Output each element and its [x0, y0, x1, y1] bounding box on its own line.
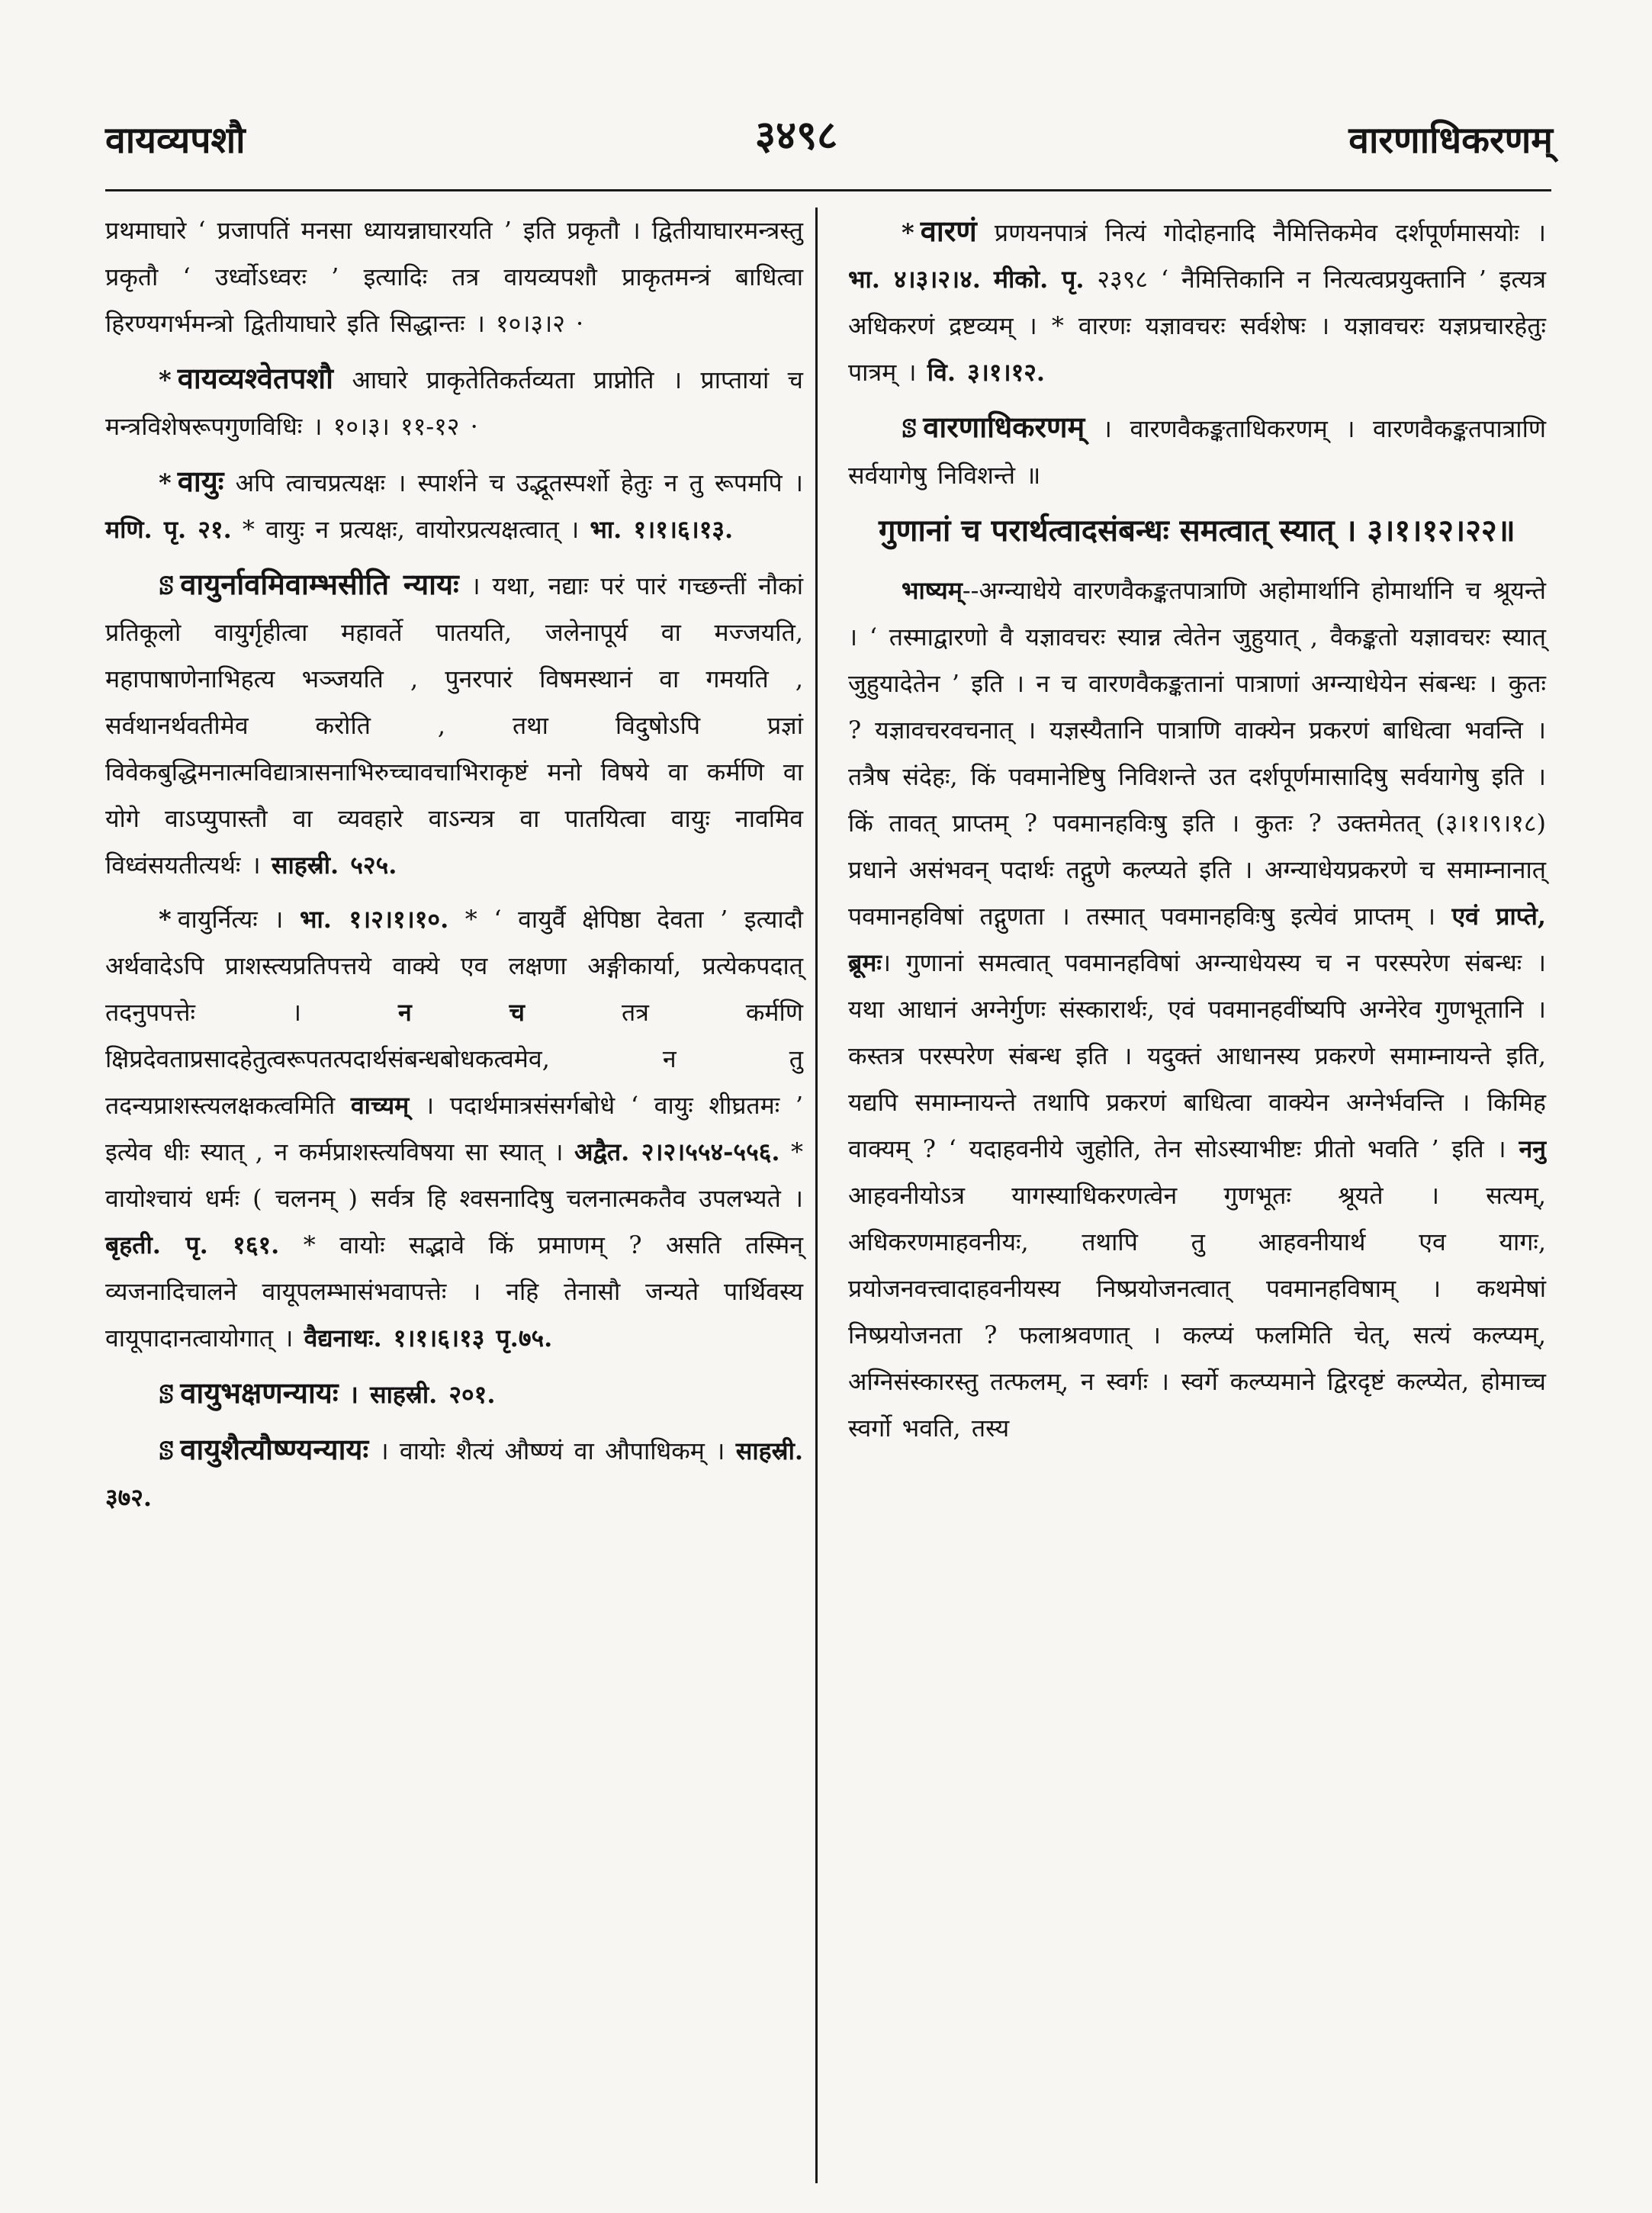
entry-headword: वारणं	[920, 214, 977, 248]
entry-text: २३९८ ‘ नैमित्तिकानि न नित्यत्वप्रयुक्तानि ’ इत्यत्र अधिकरणं द्रष्टव्यम् । * वारणः यज्ञावचरः सर्वशेषः । यज्ञावचरः यज्ञप्रचारहेतुः पात्रम् ।	[848, 265, 1547, 387]
emphasis: ननु	[1519, 1134, 1546, 1163]
citation: बृहती. पृ. १६१.	[105, 1230, 280, 1259]
nyaya-mark-icon: ꕷ	[902, 414, 918, 443]
entry-vayu	[105, 458, 803, 553]
emphasis: वाच्यम्	[350, 1091, 410, 1120]
entry-vayubhakshana-nyaya	[105, 1369, 803, 1418]
entry-text: * वायोः सद्भावे किं प्रमाणम् ? असति तस्मिन् व्यजनादिचालने वायूपलम्भासंभवापत्तेः । नहि तेनासौ जन्यते पार्थिवस्य वायूपादानत्वायोगात् ।	[105, 1230, 803, 1353]
entry-text: । वारणवैकङ्कताधिकरणम् । वारणवैकङ्कतपात्राणि सर्वयागेषु निविशन्ते ॥	[848, 414, 1547, 490]
sutra: गुणानां च परार्थत्वादसंबन्धः समत्वात् स्यात् । ३।१।१२।२२॥	[879, 513, 1515, 548]
nyaya-mark-icon: ꕷ	[159, 1436, 175, 1465]
entry-vayurnitya	[105, 896, 803, 1362]
entry-headword: वायुर्नावमिवाम्भसीति न्यायः	[180, 567, 459, 601]
asterisk-mark: *	[159, 468, 172, 497]
running-title-right: वारणाधिकरणम्	[1348, 119, 1553, 162]
emphasis: न च	[397, 998, 525, 1027]
entry-text: वायुर्नित्यः ।	[177, 905, 284, 934]
citation: साहस्री. ५२५.	[271, 851, 397, 880]
citation: मीको. पृ.	[993, 265, 1085, 294]
entry-text: अपि त्वाचप्रत्यक्षः । स्पार्शने च उद्भूतस्पर्शो हेतुः न तु रूपमपि ।	[235, 468, 804, 497]
citation: भा. ४।३।२।४.	[848, 265, 981, 294]
entry-text: । पदार्थमात्रसंसर्गबोधे ‘ वायुः शीघ्रतमः ’ इत्येव धीः स्यात् , न कर्मप्राशस्त्यविषया सा स्यात् ।	[105, 1091, 804, 1166]
entry-headword: वायुः	[177, 464, 224, 498]
right-column	[848, 207, 1546, 1459]
column-divider	[815, 207, 818, 2183]
page-number: ३४९८	[755, 112, 838, 159]
entry-text: आघारे प्राकृतेतिकर्तव्यता प्राप्नोति । प्राप्तायां च मन्त्रविशेषरूपगुणविधिः । १०।३। ११-१२ ·	[105, 365, 803, 441]
running-head	[0, 114, 1652, 175]
entry-text: प्रणयनपात्रं नित्यं गोदोहनादि नैमित्तिकमेव दर्शपूर्णमासयोः ।	[994, 218, 1546, 247]
entry-vayurnavam-nyaya	[105, 561, 803, 889]
asterisk-mark: *	[159, 905, 172, 934]
entry-headword: वारणाधिकरणम्	[923, 410, 1085, 444]
bhashya-label: भाष्यम्	[902, 576, 963, 605]
citation: अद्वैत. २।२।५५४-५५६.	[574, 1137, 780, 1166]
citation: साहस्री. ३७२.	[105, 1436, 804, 1512]
entry-text: । यथा, नद्याः परं पारं गच्छन्तीं नौकां प्रतिकूलो वायुर्गृहीत्वा महावर्ते पातयति, जलेनापूर्य वा मज्जयति, महापाषाणेनाभिहत्य भञ्जयति , पुनरपारं विषमस्थानं वा गमयति , सर्वथानर्थवतीमेव करोति , तथा विदुषोऽपि प्रज्ञां विवेकबुद्धिमनात्मविद्यात्रासनाभिरुच्चावचाभिराकृष्टं मनो विषये वा कर्मणि वा योगे वाऽप्युपास्तौ वा व्यवहारे वाऽन्यत्र वा पातयित्वा वायुः नावमिव विध्वंसयतीत्यर्थः ।	[105, 571, 803, 880]
entry-headword: वायव्यश्वेतपशौ	[177, 361, 333, 395]
entry-vayavya-shvetapashu	[105, 355, 803, 450]
entry-text: । वायोः शैत्यं औष्ण्यं वा औपाधिकम् ।	[379, 1436, 725, 1465]
asterisk-mark: *	[902, 218, 914, 247]
entry-text: तत्र कर्मणि क्षिप्रदेवताप्रसादहेतुत्वरूपतत्पदार्थसंबन्धबोधकत्वमेव, न तु तदन्यप्राशस्त्यलक्षकत्वमिति	[105, 998, 803, 1120]
entry-vayushaitya-nyaya	[105, 1426, 803, 1521]
entry-headword: वायुशैत्यौष्ण्यन्यायः	[180, 1432, 369, 1466]
entry-text: * ‘ वायुर्वै क्षेपिष्ठा देवता ’ इत्यादौ अर्थवादेऽपि प्राशस्त्यप्रतिपत्तये वाक्ये एव लक्षणा अङ्गीकार्या, प्रत्येकपदात् तदनुपपत्तेः ।	[105, 905, 803, 1027]
left-column	[105, 207, 803, 1529]
asterisk-mark: *	[159, 365, 172, 394]
nyaya-mark-icon: ꕷ	[159, 571, 175, 600]
nyaya-mark-icon: ꕷ	[159, 1380, 175, 1409]
entry-text: * वायुः न प्रत्यक्षः, वायोरप्रत्यक्षत्वात् ।	[242, 515, 580, 544]
citation: भा. १।१।६।१३.	[590, 515, 734, 544]
citation: भा. १।२।१।१०.	[300, 905, 449, 934]
citation: । साहस्री. २०१.	[349, 1380, 496, 1409]
header-rule	[105, 189, 1551, 191]
entry-varanadhikaranam	[848, 404, 1546, 499]
running-title-left: वायव्यपशौ	[105, 119, 246, 162]
entry-continuation	[105, 207, 803, 347]
emphasis: एवं प्राप्ते, ब्रूमः	[848, 902, 1546, 977]
bhashya-text: । गुणानां समत्वात् पवमानहविषां अग्न्याधेयस्य च न परस्परेण संबन्धः । यथा आधानं अग्नेर्गुणः संस्कारार्थः, एवं पवमानहवींष्यपि अग्नेरेव गुणभूतानि । कस्तत्र परस्परेण संबन्ध इति । यदुक्तं आधानस्य प्रकरणे समाम्नायन्ते इति, यद्यपि समाम्नायन्ते तथापि प्रकरणं बाधित्वा वाक्येन अग्नेर्भवन्ति । किमिह वाक्यम् ? ‘ यदाहवनीये जुहोति, तेन सोऽस्याभीष्टः प्रीतो भवति ’ इति ।	[848, 948, 1546, 1163]
entry-text: प्रथमाघारे ‘ प्रजापतिं मनसा ध्यायन्नाघारयति ’ इति प्रकृतौ । द्वितीयाघारमन्त्रस्तु प्रकृतौ ‘ उर्ध्वोऽध्वरः ’ इत्यादिः तत्र वायव्यपशौ प्राकृतमन्त्रं बाधित्वा हिरण्यगर्भमन्त्रो द्वितीयाघारे इति सिद्धान्तः । १०।३।२ ·	[105, 216, 803, 338]
entry-headword: वायुभक्षणन्यायः	[180, 1375, 339, 1410]
bhashya-text: आहवनीयोऽत्र यागस्याधिकरणत्वेन गुणभूतः श्रूयते । सत्यम्, अधिकरणमाहवनीयः, तथापि तु आहवनीयार्थ एव यागः, प्रयोजनवत्त्वादाहवनीयस्य निष्प्रयोजनत्वात् पवमानहविषाम् । कथमेषां निष्प्रयोजनता ? फलाश्रवणात् । कल्प्यं फलमिति चेत्, सत्यं कल्प्यम्, अग्निसंस्कारस्तु तत्फलम्, न स्वर्गः । स्वर्गे कल्प्यमाने द्विरदृष्टं कल्प्येत, होमाच्च स्वर्गो भवति, तस्य	[848, 1181, 1546, 1443]
citation: मणि. पृ. २१.	[105, 515, 232, 544]
citation: वि. ३।१।१२.	[927, 358, 1046, 387]
bhashya-text: --अग्न्याधेये वारणवैकङ्कतपात्राणि अहोमार्थानि होमार्थानि च श्रूयन्ते । ‘ तस्माद्वारणो वै यज्ञावचरः स्यान्न त्वेतेन जुहुयात् , वैकङ्कतो यज्ञावचरः स्यात् जुहुयादेतेन ’ इति । न च वारणवैकङ्कतानां पात्राणां अग्न्याधेयेन संबन्धः । कुतः ? यज्ञावचरवचनात् । यज्ञस्यैतानि पात्राणि वाक्येन प्रकरणं बाधित्वा भवन्ति । तत्रैष संदेहः, किं पवमानेष्टिषु निविशन्ते उत दर्शपूर्णमासादिषु सर्वयागेषु इति । किं तावत् प्राप्तम् ? पवमानहविःषु इति । कुतः ? उक्तमेतत् (३।१।९।१८) प्रधाने असंभवन् पदार्थः तद्गुणे कल्प्यते इति । अग्न्याधेयप्रकरणे च समाम्नानात् पवमानहविषां तद्गुणता । तस्मात् पवमानहविःषु इत्येवं प्राप्तम् ।	[848, 576, 1546, 931]
entry-text: * वायोश्चायं धर्मः ( चलनम् ) सर्वत्र हि श्वसनादिषु चलनात्मकतैव उपलभ्यते ।	[105, 1137, 803, 1213]
entry-varanam	[848, 207, 1546, 396]
bhashya	[848, 568, 1546, 1452]
citation: वैद्यनाथः. १।१।६।१३ पृ.७५.	[304, 1324, 553, 1353]
